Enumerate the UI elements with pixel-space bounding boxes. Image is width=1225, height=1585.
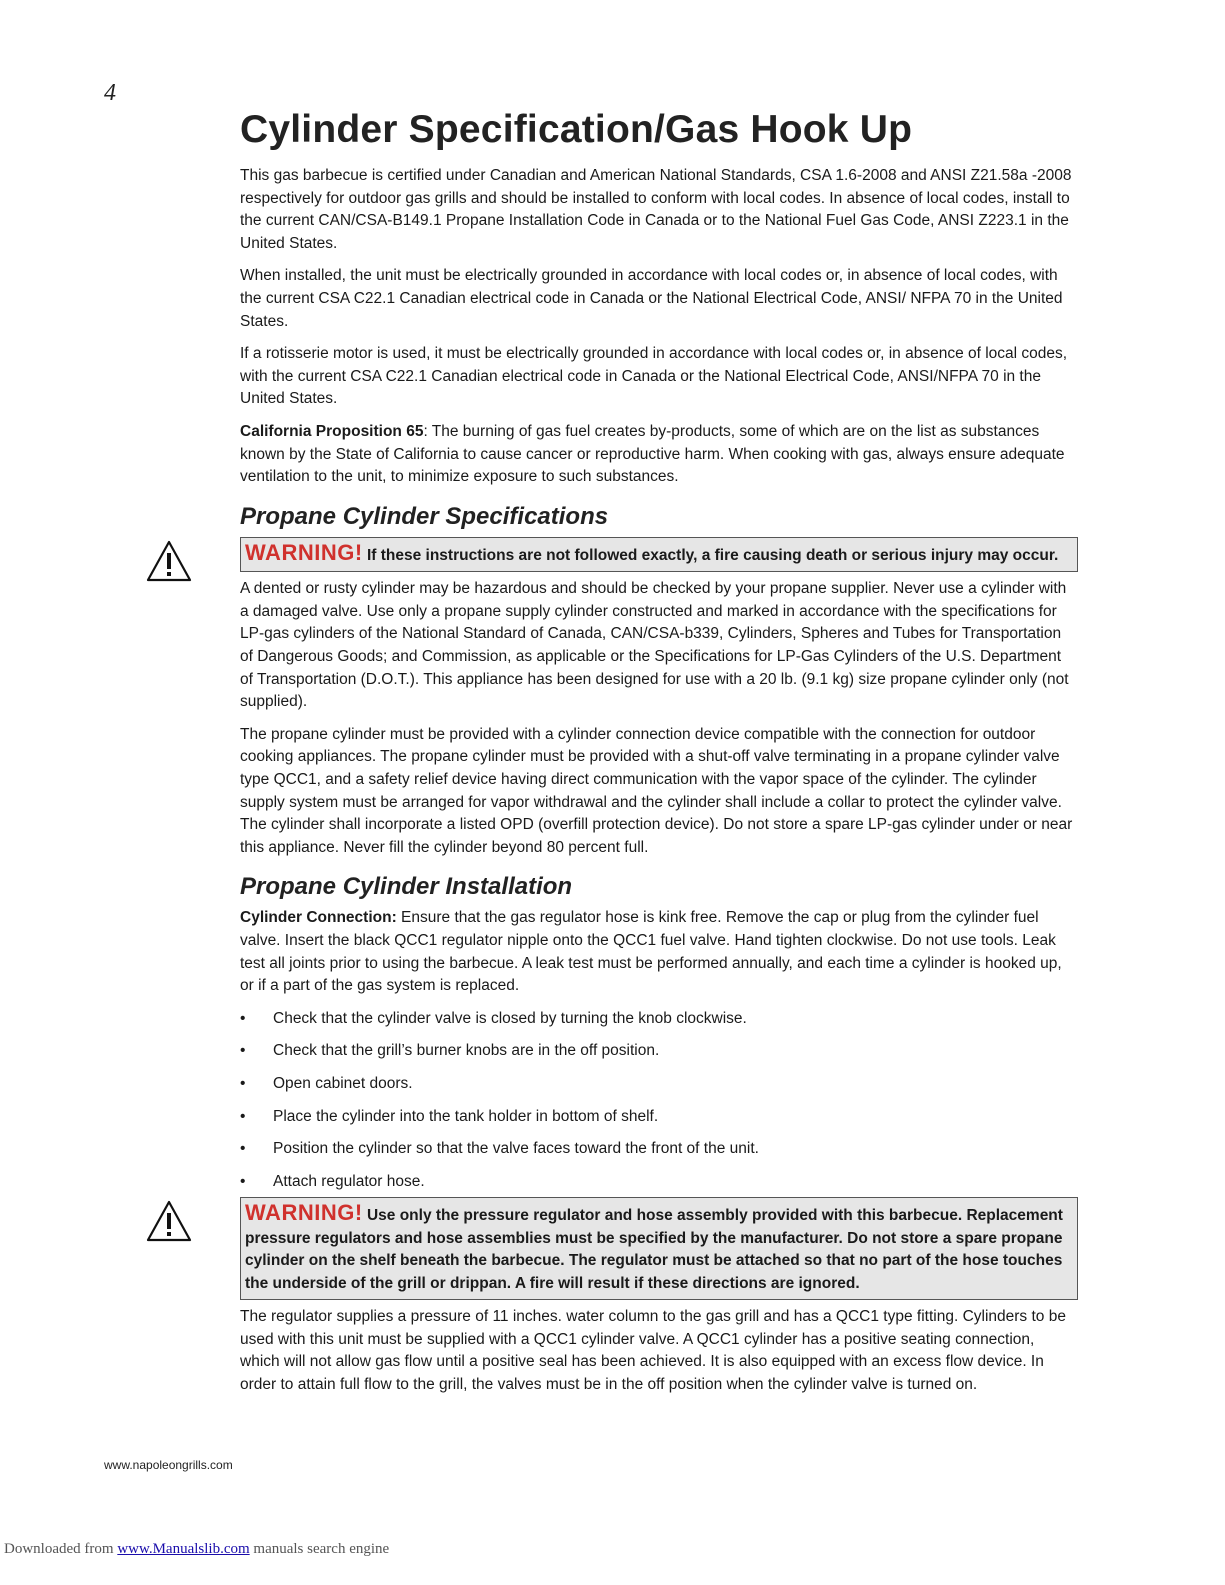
download-attribution bbox=[4, 1541, 389, 1558]
step-text: Place the cylinder into the tank holder in bottom of shelf. bbox=[273, 1107, 659, 1125]
list-item bbox=[240, 1138, 1078, 1161]
bullet: • bbox=[240, 1009, 246, 1027]
bullet: • bbox=[240, 1140, 246, 1158]
specs-heading: Propane Cylinder Specifications bbox=[240, 502, 609, 530]
warning-triangle-icon bbox=[146, 1199, 192, 1243]
page-title: Cylinder Specification/Gas Hook Up bbox=[240, 108, 913, 151]
prop65-paragraph bbox=[240, 421, 1078, 489]
step-text: Position the cylinder so that the valve faces toward the front of the unit. bbox=[273, 1140, 759, 1158]
prop65-label: California Proposition 65 bbox=[240, 422, 424, 440]
warning-triangle-icon bbox=[146, 539, 192, 583]
manualslib-link[interactable]: www.Manualslib.com bbox=[117, 1541, 250, 1557]
connection-label: Cylinder Connection: bbox=[240, 909, 397, 927]
connection-text: Ensure that the gas regulator hose is kink free. Remove the cap or plug from the cylinder fuel valve. Insert the black QCC1 regulator nipple onto the QCC1 fuel valve. Hand tighten clockwise. Do not use tools. Leak test all joints prior to using the barbecue. A leak test must be performed annually, and each time a cylinder is hooked up, or if a part of the gas system is replaced. bbox=[240, 909, 1062, 995]
intro-paragraph-1: This gas barbecue is certified under Canadian and American National Standards, CSA 1.6-2008 and ANSI Z21.58a -2008 respectively for outdoor gas grills and should be installed to conform with local codes. In absence of local codes, install to the current CAN/CSA-B149.1 Propane Installation Code in Canada or to the National Fuel Gas Code, ANSI Z223.1 in the United States. bbox=[240, 167, 1072, 252]
bullet: • bbox=[240, 1042, 246, 1060]
specs-paragraph-2: The propane cylinder must be provided with a cylinder connection device compatible with the connection for outdoor cooking appliances. The propane cylinder must be provided with a shut-off valve terminating in a propane cylinder valve type QCC1, and a safety relief device having direct communication with the vapor space of the cylinder. The cylinder supply system must be arranged for vapor withdrawal and the cylinder shall include a collar to protect the cylinder valve. The cylinder shall incorporate a listed OPD (overfill protection device). Do not store a spare LP-gas cylinder under or near this appliance. Never fill the cylinder beyond 80 percent full. bbox=[240, 725, 1073, 856]
install-steps-list bbox=[240, 1008, 1078, 1194]
step-text: Check that the grill’s burner knobs are in the off position. bbox=[273, 1042, 660, 1060]
list-item bbox=[240, 1040, 1078, 1063]
list-item bbox=[240, 1106, 1078, 1129]
install-warning-text: Use only the pressure regulator and hose assembly provided with this barbecue. Replacement pressure regulators and hose assemblies must be specified by the manufacturer. Do not store a spare propane cylinder on the shelf beneath the barbecue. The regulator must be attached so that no part of the hose touches the underside of the grill or drippan. A fire will result if these directions are ignored. bbox=[245, 1207, 1063, 1292]
main-content bbox=[240, 108, 1078, 1407]
bullet: • bbox=[240, 1107, 246, 1125]
bullet: • bbox=[240, 1074, 246, 1092]
step-text: Attach regulator hose. bbox=[273, 1172, 425, 1190]
download-prefix: Downloaded from bbox=[4, 1541, 118, 1557]
step-text: Open cabinet doors. bbox=[273, 1074, 413, 1092]
list-item bbox=[240, 1008, 1078, 1031]
specs-warning-word: WARNING! bbox=[245, 539, 363, 565]
page-number: 4 bbox=[104, 80, 116, 106]
download-suffix: manuals search engine bbox=[249, 1541, 390, 1557]
closing-paragraph: The regulator supplies a pressure of 11 inches. water column to the gas grill and has a QCC1 type fitting. Cylinders to be used with this unit must be supplied with a QCC1 cylinder valve. A QCC1 cylinder has a positive seating connection, which will not allow gas flow until a positive seal has been achieved. It is also equipped with an excess flow device. In order to attain full flow to the grill, the valves must be in the off position when the cylinder valve is turned on. bbox=[240, 1308, 1066, 1394]
install-warning-box bbox=[240, 1197, 1078, 1300]
list-item bbox=[240, 1171, 1078, 1194]
intro-paragraph-2: When installed, the unit must be electrically grounded in accordance with local codes or, in absence of local codes, with the current CSA C22.1 Canadian electrical code in Canada or the National Electrical Code, ANSI/ NFPA 70 in the United States. bbox=[240, 267, 1063, 330]
footer-url: www.napoleongrills.com bbox=[104, 1458, 233, 1472]
specs-paragraph-1: A dented or rusty cylinder may be hazardous and should be checked by your propane supplier. Never use a cylinder with a damaged valve. Use only a propane supply cylinder constructed and marked in accordance with the specifications for LP-gas cylinders of the National Standard of Canada, CAN/CSA-b339, Cylinders, Spheres and Tubes for Transportation of Dangerous Goods; and Commission, as applicable or the Specifications for LP-Gas Cylinders of the U.S. Department of Transportation (D.O.T.). This appliance has been designed for use with a 20 lb. (9.1 kg) size propane cylinder only (not supplied). bbox=[240, 580, 1069, 711]
prop65-text: : The burning of gas fuel creates by-products, some of which are on the list as substances known by the State of California to cause cancer or reproductive harm. When cooking with gas, always ensure adequate ventilation to the unit, to minimize exposure to such substances. bbox=[240, 422, 1065, 486]
specs-warning bbox=[240, 537, 1078, 573]
install-warning-word: WARNING! bbox=[245, 1200, 363, 1226]
list-item bbox=[240, 1073, 1078, 1096]
connection-paragraph bbox=[240, 907, 1078, 997]
intro-paragraph-3: If a rotisserie motor is used, it must be electrically grounded in accordance with local codes or, in absence of local codes, with the current CSA C22.1 Canadian electrical code in Canada or the National Electrical Code, ANSI/NFPA 70 in the United States. bbox=[240, 345, 1068, 408]
specs-warning-text: If these instructions are not followed exactly, a fire causing death or serious injury may occur. bbox=[362, 546, 1059, 564]
install-warning bbox=[240, 1197, 1078, 1300]
bullet: • bbox=[240, 1172, 246, 1190]
step-text: Check that the cylinder valve is closed by turning the knob clockwise. bbox=[273, 1009, 747, 1027]
install-heading: Propane Cylinder Installation bbox=[240, 873, 573, 901]
specs-warning-box bbox=[240, 537, 1078, 573]
